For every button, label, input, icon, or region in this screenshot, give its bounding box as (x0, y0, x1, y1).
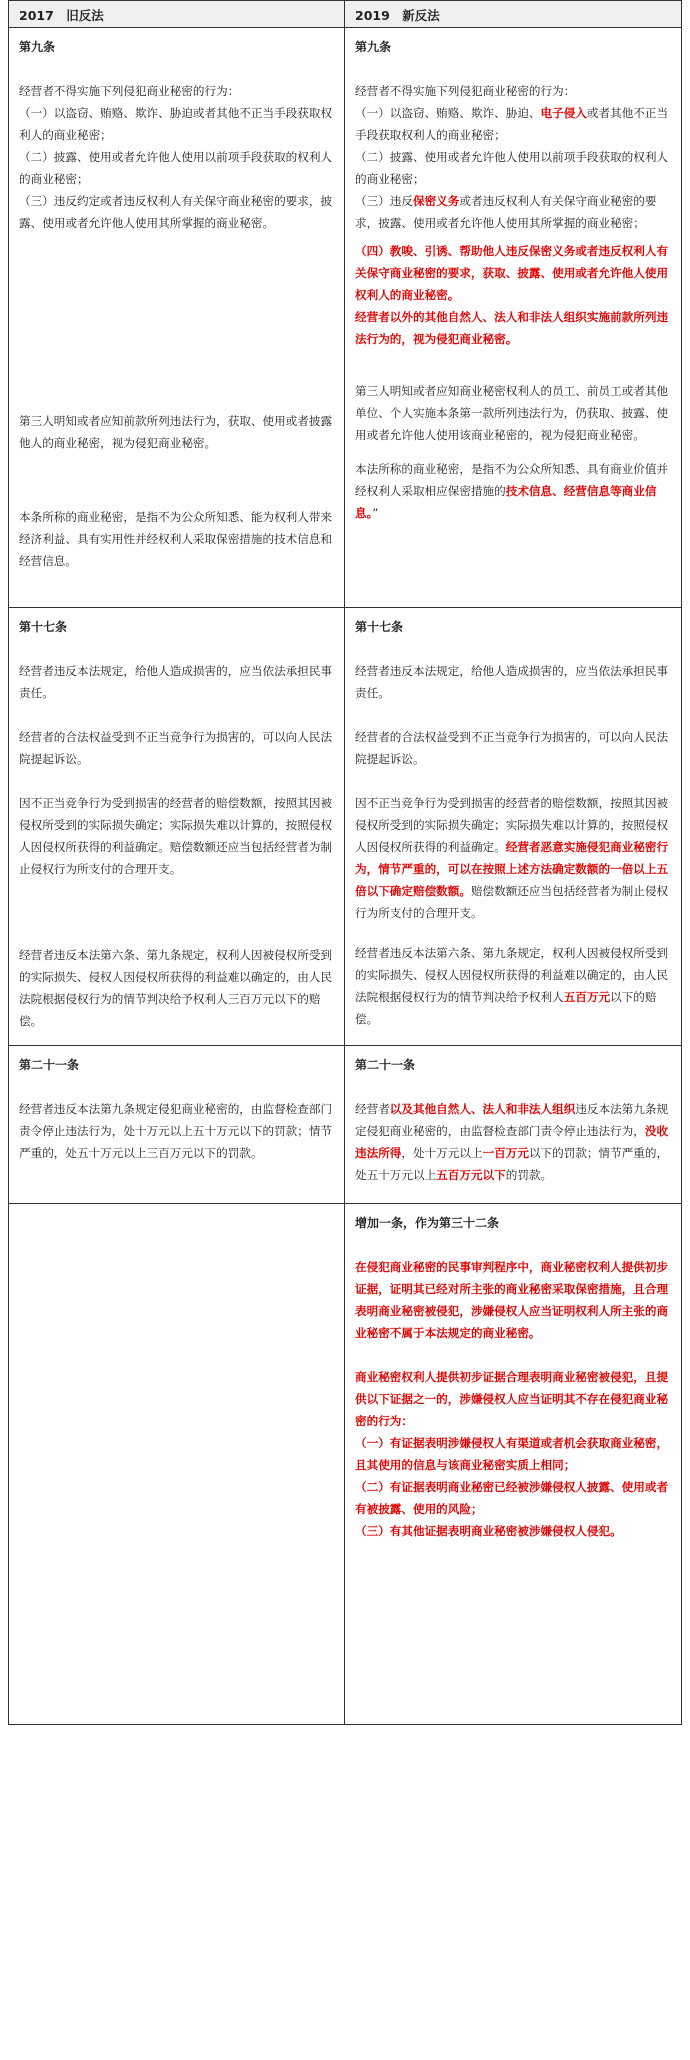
old-art17-para-2: 经营者的合法权益受到不正当竞争行为损害的，可以向人民法院提起诉讼。 (19, 730, 333, 766)
old-art9-intro: 经营者不得实施下列侵犯商业秘密的行为： (19, 84, 240, 98)
old-article-9-title: 第九条 (19, 40, 56, 54)
new-article-21 (345, 1046, 681, 1203)
new-article-9-title: 第九条 (355, 40, 392, 54)
old-article-21 (9, 1046, 345, 1203)
new-art9-item-2: （二）披露、使用或者允许他人使用以前项手段获取的权利人的商业秘密； (355, 150, 669, 186)
new-art21-para-1: 经营者以及其他自然人、法人和非法人组织违反本法第九条规定侵犯商业秘密的，由监督检查部门责令停止违法行为，没收违法所得，处十万元以上一百万元以下的罚款；情节严重的，处五十万元以上五百万元以下的罚款。 (355, 1102, 669, 1182)
new-art32-item-3: （三）有其他证据表明商业秘密被涉嫌侵权人侵犯。 (355, 1524, 622, 1538)
old-article-21-title: 第二十一条 (19, 1058, 80, 1072)
new-art17-para-2: 经营者的合法权益受到不正当竞争行为损害的，可以向人民法院提起诉讼。 (355, 730, 669, 766)
new-art9-intro: 经营者不得实施下列侵犯商业秘密的行为： (355, 84, 576, 98)
old-article-17 (9, 608, 345, 1045)
old-article-32-empty (9, 1204, 345, 1724)
new-art32-item-2: （二）有证据表明商业秘密已经被涉嫌侵权人披露、使用或者有被披露、使用的风险； (355, 1480, 669, 1516)
row-article-32 (9, 1204, 681, 1724)
new-article-17 (345, 608, 681, 1045)
old-art17-para-1: 经营者违反本法规定，给他人造成损害的，应当依法承担民事责任。 (19, 664, 333, 700)
new-art17-para-4: 经营者违反本法第六条、第九条规定，权利人因被侵权所受到的实际损失、侵权人因侵权所获得的利益难以确定的，由人民法院根据侵权行为的情节判决给予权利人五百万元以下的赔偿。 (355, 946, 669, 1026)
new-art9-item-3: （三）违反保密义务或者违反权利人有关保守商业秘密的要求，披露、使用或者允许他人使用其所掌握的商业秘密； (355, 194, 657, 230)
new-art9-third-party: 第三人明知或者应知商业秘密权利人的员工、前员工或者其他单位、个人实施本条第一款所列违法行为，仍获取、披露、使用或者允许他人使用该商业秘密的，视为侵犯商业秘密。 (355, 384, 669, 442)
header-new-law: 2019 新反法 (355, 8, 440, 23)
old-art9-item-1: （一）以盗窃、贿赂、欺诈、胁迫或者其他不正当手段获取权利人的商业秘密； (19, 106, 333, 142)
new-art32-para-1: 在侵犯商业秘密的民事审判程序中，商业秘密权利人提供初步证据，证明其已经对所主张的商业秘密采取保密措施，且合理表明商业秘密被侵犯，涉嫌侵权人应当证明权利人所主张的商业秘密不属于本法规定的商业秘密。 (355, 1260, 669, 1340)
old-art9-definition: 本条所称的商业秘密，是指不为公众所知悉、能为权利人带来经济利益、具有实用性并经权利人采取保密措施的技术信息和经营信息。 (19, 510, 333, 568)
new-art32-para-2: 商业秘密权利人提供初步证据合理表明商业秘密被侵犯，且提供以下证据之一的，涉嫌侵权人应当证明其不存在侵犯商业秘密的行为： (355, 1370, 669, 1428)
old-art9-third-party: 第三人明知或者应知前款所列违法行为，获取、使用或者披露他人的商业秘密，视为侵犯商业秘密。 (19, 414, 333, 450)
new-art17-para-1: 经营者违反本法规定，给他人造成损害的，应当依法承担民事责任。 (355, 664, 669, 700)
new-art9-definition: 本法所称的商业秘密，是指不为公众所知悉、具有商业价值并经权利人采取相应保密措施的技术信息、经营信息等商业信息。” (355, 462, 669, 520)
new-art32-item-1: （一）有证据表明涉嫌侵权人有渠道或者机会获取商业秘密，且其使用的信息与该商业秘密实质上相同； (355, 1436, 669, 1472)
row-article-21 (9, 1046, 681, 1204)
new-article-17-title: 第十七条 (355, 620, 404, 634)
new-article-9 (345, 28, 681, 607)
old-art21-para-1: 经营者违反本法第九条规定侵犯商业秘密的，由监督检查部门责令停止违法行为，处十万元以上五十万元以下的罚款；情节严重的，处五十万元以上三百万元以下的罚款。 (19, 1102, 333, 1160)
old-art9-item-2: （二）披露、使用或者允许他人使用以前项手段获取的权利人的商业秘密； (19, 150, 333, 186)
old-art17-para-3: 因不正当竞争行为受到损害的经营者的赔偿数额，按照其因被侵权所受到的实际损失确定；实际损失难以计算的，按照侵权人因侵权所获得的利益确定。赔偿数额还应当包括经营者为制止侵权行为所支付的合理开支。 (19, 796, 333, 876)
new-art17-para-3: 因不正当竞争行为受到损害的经营者的赔偿数额，按照其因被侵权所受到的实际损失确定；实际损失难以计算的，按照侵权人因侵权所获得的利益确定。经营者恶意实施侵犯商业秘密行为，情节严重的，可以在按照上述方法确定数额的一倍以上五倍以下确定赔偿数额。赔偿数额还应当包括经营者为制止侵权行为所支付的合理开支。 (355, 796, 669, 920)
comparison-page (8, 0, 682, 1725)
old-art17-para-4: 经营者违反本法第六条、第九条规定，权利人因被侵权所受到的实际损失、侵权人因侵权所获得的利益难以确定的，由人民法院根据侵权行为的情节判决给予权利人三百万元以下的赔偿。 (19, 948, 333, 1028)
new-article-21-title: 第二十一条 (355, 1058, 416, 1072)
comparison-table (8, 0, 682, 1725)
row-article-9 (9, 28, 681, 608)
old-article-17-title: 第十七条 (19, 620, 68, 634)
new-article-32-title: 增加一条，作为第三十二条 (355, 1216, 500, 1230)
new-art9-other-subjects: 经营者以外的其他自然人、法人和非法人组织实施前款所列违法行为的，视为侵犯商业秘密。 (355, 310, 669, 346)
old-article-9 (9, 28, 345, 607)
old-art9-item-3: （三）违反约定或者违反权利人有关保守商业秘密的要求，披露、使用或者允许他人使用其所掌握的商业秘密。 (19, 194, 333, 230)
table-header (9, 1, 681, 28)
new-art9-item-4: （四）教唆、引诱、帮助他人违反保密义务或者违反权利人有关保守商业秘密的要求，获取、披露、使用或者允许他人使用权利人的商业秘密。 (355, 244, 669, 302)
header-old-law: 2017 旧反法 (9, 1, 345, 27)
new-art9-item-1: （一）以盗窃、贿赂、欺诈、胁迫、电子侵入或者其他不正当手段获取权利人的商业秘密； (355, 106, 669, 142)
new-article-32 (345, 1204, 681, 1724)
row-article-17 (9, 608, 681, 1046)
